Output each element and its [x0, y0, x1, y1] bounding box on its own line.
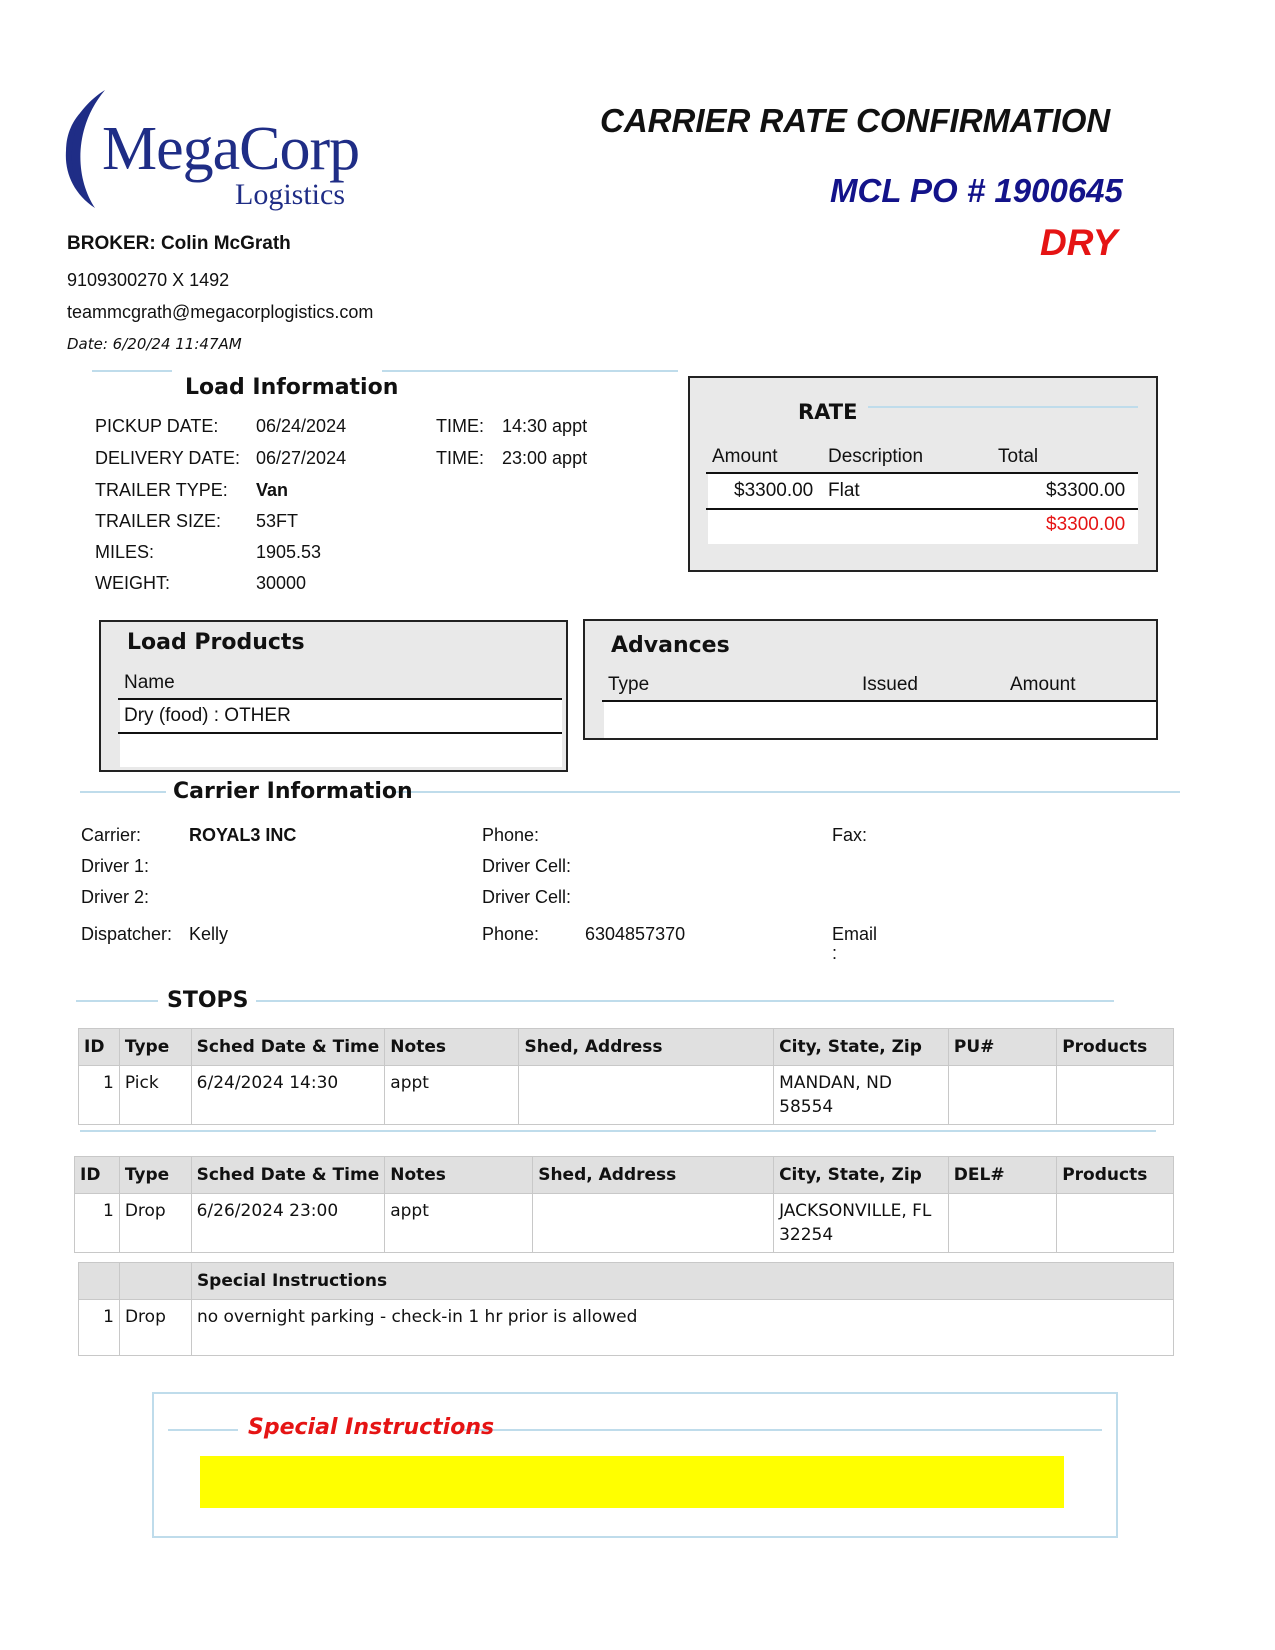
- stop-id: 1: [79, 1066, 120, 1125]
- divider: [256, 1000, 1114, 1002]
- stop-pu: [948, 1066, 1056, 1125]
- stop-notes: appt: [385, 1066, 519, 1125]
- stop-type: Drop: [119, 1194, 191, 1253]
- stops-title: STOPS: [167, 988, 249, 1013]
- stop-products: [1057, 1194, 1174, 1253]
- stop-instruction-text: no overnight parking - check-in 1 hr prior is allowed: [191, 1300, 1173, 1356]
- divider: [76, 1000, 158, 1002]
- stop-products: [1057, 1066, 1174, 1125]
- table-row: [79, 1066, 1174, 1125]
- weight-label: WEIGHT:: [95, 573, 170, 593]
- stop-city-line2: 58554: [779, 1097, 834, 1117]
- driver2-label: Driver 2:: [81, 887, 150, 907]
- carrier-phone-label: Phone:: [482, 825, 540, 845]
- col-type: Type: [119, 1157, 191, 1194]
- load-products-title: Load Products: [127, 630, 305, 655]
- advances-col-issued: Issued: [862, 674, 918, 695]
- stop-city-line1: JACKSONVILLE, FL: [779, 1201, 932, 1221]
- stop-city: [774, 1066, 949, 1125]
- dispatcher-name: Kelly: [189, 924, 229, 944]
- stop-sched: 6/24/2024 14:30: [191, 1066, 385, 1125]
- col-special-instructions: Special Instructions: [191, 1263, 1173, 1300]
- rate-row-description: Flat: [828, 480, 860, 501]
- load-products-empty-row: [120, 734, 562, 767]
- col-notes: Notes: [385, 1157, 533, 1194]
- special-instructions-title: Special Instructions: [248, 1415, 495, 1440]
- rate-col-description: Description: [828, 446, 924, 467]
- rate-col-total: Total: [998, 446, 1039, 467]
- stop-id: 1: [79, 1300, 120, 1356]
- stop-city-line2: 32254: [779, 1225, 834, 1245]
- document-date: Date: 6/20/24 11:47AM: [67, 335, 242, 353]
- logo-sub: Logistics: [235, 178, 345, 211]
- pickup-time: 14:30 appt: [502, 416, 588, 436]
- driver1-cell-label: Driver Cell:: [482, 856, 572, 876]
- logo-name: MegaCorp: [102, 115, 360, 183]
- trailer-size: 53FT: [256, 511, 299, 531]
- stop-type: Drop: [119, 1300, 191, 1356]
- load-info-title: Load Information: [185, 375, 399, 400]
- rate-grand-total: $3300.00: [1046, 514, 1126, 535]
- divider: [168, 1429, 238, 1431]
- stop-del: [948, 1194, 1056, 1253]
- driver2-cell-label: Driver Cell:: [482, 887, 572, 907]
- stop-city-line1: MANDAN, ND: [779, 1073, 892, 1093]
- load-products-col-name: Name: [124, 672, 175, 693]
- load-product-item: Dry (food) : OTHER: [124, 705, 291, 726]
- advances-col-amount: Amount: [1010, 674, 1076, 695]
- stop-type: Pick: [119, 1066, 191, 1125]
- pickup-date-label: PICKUP DATE:: [95, 416, 219, 436]
- stop-instructions-table: [78, 1262, 1174, 1356]
- col-sched: Sched Date & Time: [191, 1029, 385, 1066]
- broker-name: BROKER: Colin McGrath: [67, 233, 291, 254]
- drop-stops-table: [74, 1156, 1174, 1253]
- stop-address: [533, 1194, 774, 1253]
- carrier-fax-label: Fax:: [832, 825, 868, 845]
- miles: 1905.53: [256, 542, 322, 562]
- po-number: MCL PO # 1900645: [830, 172, 1123, 209]
- stop-city: [774, 1194, 949, 1253]
- delivery-date-label: DELIVERY DATE:: [95, 448, 241, 468]
- col-address: Shed, Address: [519, 1029, 774, 1066]
- col-products: Products: [1057, 1029, 1174, 1066]
- col-id: ID: [79, 1029, 120, 1066]
- col-notes: Notes: [385, 1029, 519, 1066]
- advances-col-type: Type: [608, 674, 650, 695]
- trailer-type: Van: [256, 480, 289, 500]
- divider: [392, 791, 1180, 793]
- col-sched: Sched Date & Time: [191, 1157, 385, 1194]
- table-header-row: [79, 1263, 1174, 1300]
- pick-stops-table: [78, 1028, 1174, 1125]
- delivery-date: 06/27/2024: [256, 448, 347, 468]
- stop-notes: appt: [385, 1194, 533, 1253]
- driver1-label: Driver 1:: [81, 856, 150, 876]
- carrier-info-title: Carrier Information: [173, 779, 413, 804]
- dispatcher-label: Dispatcher:: [81, 924, 173, 944]
- table-header-row: [75, 1157, 1174, 1194]
- weight: 30000: [256, 573, 307, 593]
- stop-sched: 6/26/2024 23:00: [191, 1194, 385, 1253]
- advances-title: Advances: [611, 633, 730, 658]
- rate-row-total: $3300.00: [1046, 480, 1126, 501]
- trailer-size-label: TRAILER SIZE:: [95, 511, 222, 531]
- load-type: DRY: [1040, 222, 1118, 263]
- dispatcher-phone: 6304857370: [585, 924, 686, 944]
- delivery-time: 23:00 appt: [502, 448, 588, 468]
- divider: [382, 370, 678, 372]
- col-blank: [79, 1263, 120, 1300]
- dispatcher-email-label: Email: [832, 924, 878, 944]
- advances-empty-row: [604, 702, 1156, 738]
- col-pu: PU#: [948, 1029, 1056, 1066]
- rate-row-amount: $3300.00: [734, 480, 814, 501]
- divider: [868, 406, 1138, 408]
- rate-col-amount: Amount: [712, 446, 778, 467]
- special-instructions-highlight: [200, 1456, 1064, 1508]
- stop-id: 1: [75, 1194, 120, 1253]
- rate-title: RATE: [798, 400, 858, 424]
- table-header-row: [79, 1029, 1174, 1066]
- divider: [92, 370, 172, 372]
- divider: [80, 1130, 1156, 1132]
- pickup-time-label: TIME:: [436, 416, 484, 436]
- col-del: DEL#: [948, 1157, 1056, 1194]
- table-row: [79, 1300, 1174, 1356]
- broker-email[interactable]: teammcgrath@megacorplogistics.com: [67, 302, 374, 322]
- broker-phone: 9109300270 X 1492: [67, 270, 230, 290]
- col-id: ID: [75, 1157, 120, 1194]
- carrier-name: ROYAL3 INC: [189, 825, 297, 845]
- page-title: CARRIER RATE CONFIRMATION: [600, 102, 1111, 139]
- col-type: Type: [119, 1029, 191, 1066]
- col-city: City, State, Zip: [774, 1157, 949, 1194]
- col-city: City, State, Zip: [774, 1029, 949, 1066]
- stop-address: [519, 1066, 774, 1125]
- dispatcher-email-colon: :: [832, 943, 838, 963]
- table-row: [75, 1194, 1174, 1253]
- divider: [462, 1429, 1102, 1431]
- delivery-time-label: TIME:: [436, 448, 484, 468]
- col-address: Shed, Address: [533, 1157, 774, 1194]
- pickup-date: 06/24/2024: [256, 416, 347, 436]
- carrier-label: Carrier:: [81, 825, 142, 845]
- trailer-type-label: TRAILER TYPE:: [95, 480, 228, 500]
- divider: [80, 791, 166, 793]
- col-products: Products: [1057, 1157, 1174, 1194]
- dispatcher-phone-label: Phone:: [482, 924, 540, 944]
- col-blank: [119, 1263, 191, 1300]
- miles-label: MILES:: [95, 542, 155, 562]
